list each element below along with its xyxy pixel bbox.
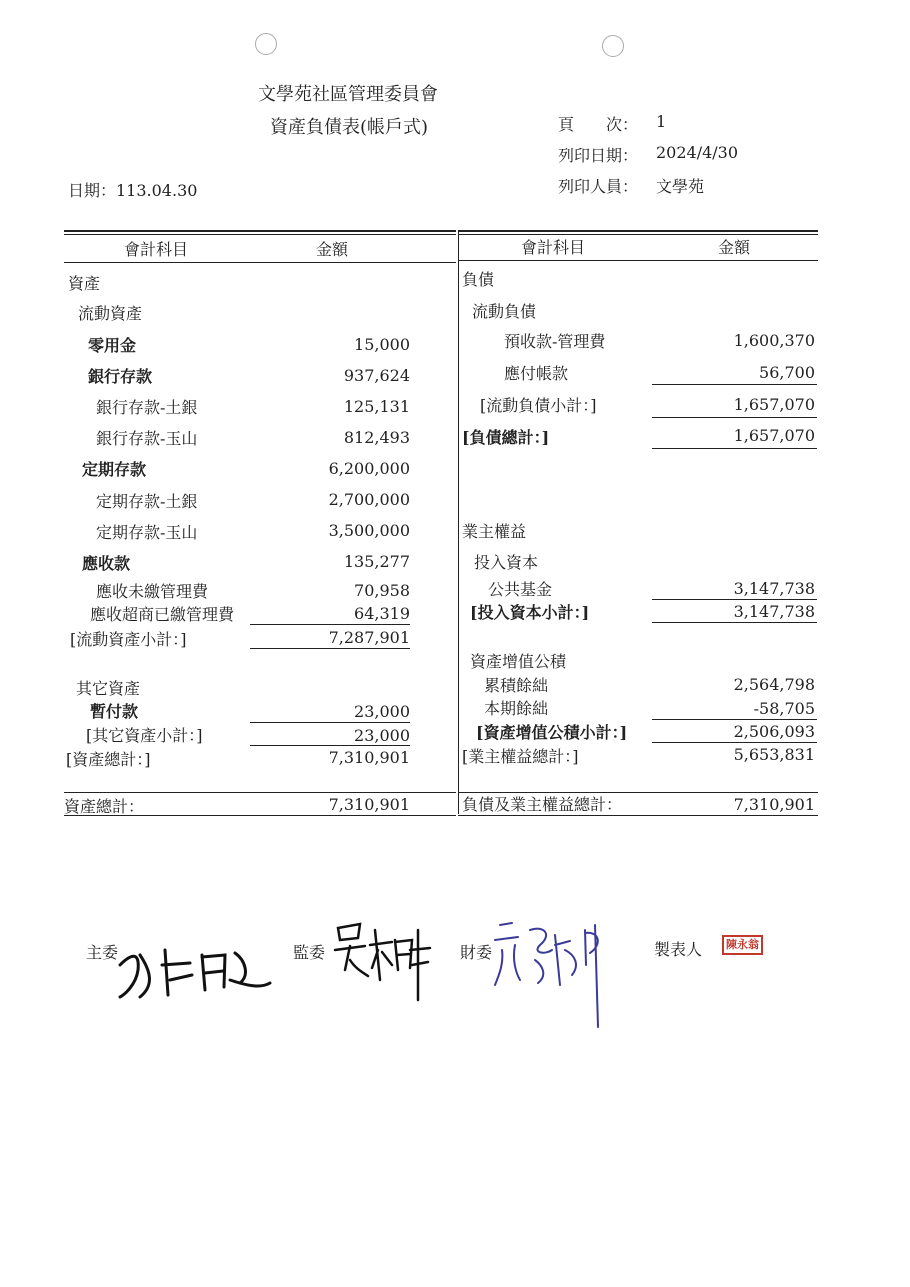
right-row-label: 預收款-管理費	[504, 332, 606, 351]
printer-value: 文學苑	[656, 177, 705, 196]
finance-label: 財委	[460, 943, 493, 962]
right-row-label: 投入資本	[474, 553, 539, 572]
left-row-label: 定期存款	[82, 460, 147, 479]
left-row-amount: 135,277	[343, 552, 410, 571]
org-name: 文學苑社區管理委員會	[258, 84, 438, 105]
header-bottom-rule-left	[64, 262, 456, 263]
totals-top-rule-left	[64, 792, 456, 793]
right-row-amount: -58,705	[753, 699, 815, 718]
right-row-amount: 2,506,093	[733, 722, 815, 741]
right-row-amount: 2,564,798	[733, 675, 815, 694]
left-row-label: 銀行存款-玉山	[96, 429, 198, 448]
subtotal-rule	[652, 384, 817, 385]
right-row-label: [流動負債小計：]	[480, 396, 597, 415]
left-row-amount: 64,319	[354, 604, 410, 623]
left-row-label: 應收款	[82, 554, 131, 573]
totals-bottom-rule-left	[64, 815, 456, 816]
subtotal-rule	[652, 417, 817, 418]
right-row-label: 應付帳款	[504, 364, 569, 383]
subtotal-rule	[652, 448, 817, 449]
subtotal-rule	[652, 599, 817, 600]
right-row-amount: 3,147,738	[733, 579, 815, 598]
right-total-label: 負債及業主權益總計：	[462, 795, 623, 814]
left-row-label: 應收超商已繳管理費	[90, 605, 235, 624]
left-row-amount: 812,493	[343, 428, 410, 447]
left-total-amount: 7,310,901	[328, 795, 410, 814]
supervisor-signature	[330, 910, 440, 1010]
table-divider	[458, 232, 459, 814]
right-row-label: [業主權益總計：]	[462, 747, 579, 766]
left-row-label: 定期存款-玉山	[96, 523, 198, 542]
left-row-amount: 2,700,000	[328, 490, 410, 509]
print-date-value: 2024/4/30	[656, 143, 739, 162]
left-row-amount: 15,000	[354, 335, 410, 354]
left-row-amount: 70,958	[354, 581, 410, 600]
table-top-rule-right-2	[458, 234, 818, 235]
right-total-amount: 7,310,901	[733, 795, 815, 814]
subtotal-rule	[652, 742, 817, 743]
subtotal-rule	[250, 648, 410, 649]
preparer-label: 製表人	[654, 940, 703, 959]
right-row-label: [負債總計：]	[462, 428, 550, 447]
right-row-amount: 3,147,738	[733, 602, 815, 621]
col-left-subject: 會計科目	[124, 240, 189, 259]
left-row-amount: 7,310,901	[328, 748, 410, 767]
col-left-amount: 金額	[316, 240, 349, 259]
printer-label: 列印人員：	[558, 177, 639, 196]
right-row-amount: 1,657,070	[733, 395, 815, 414]
preparer-stamp: 陳永翁	[722, 935, 763, 955]
subtotal-rule	[250, 624, 410, 625]
print-date-label: 列印日期：	[558, 146, 639, 165]
left-row-amount: 3,500,000	[328, 521, 410, 540]
right-row-label: 資產增值公積	[470, 652, 567, 671]
right-row-label: 累積餘絀	[484, 676, 549, 695]
totals-top-rule-right	[458, 792, 818, 793]
left-row-label: [其它資產小計：]	[86, 726, 203, 745]
left-row-amount: 937,624	[343, 366, 410, 385]
left-row-label: [流動資產小計：]	[70, 630, 187, 649]
page-label: 頁 次：	[558, 115, 639, 134]
left-row-label: 其它資產	[76, 679, 141, 698]
right-row-amount: 5,653,831	[733, 745, 815, 764]
left-row-label: 流動資產	[78, 304, 143, 323]
right-row-label: 業主權益	[462, 522, 527, 541]
left-row-label: 定期存款-土銀	[96, 492, 198, 511]
header-bottom-rule-right	[458, 260, 818, 261]
chair-label: 主委	[86, 943, 119, 962]
subtotal-rule	[250, 722, 410, 723]
right-row-label: 本期餘絀	[484, 699, 549, 718]
left-total-label: 資產總計：	[64, 797, 145, 816]
punch-hole-left	[255, 33, 277, 55]
right-row-label: 公共基金	[488, 580, 553, 599]
col-right-amount: 金額	[718, 238, 751, 257]
subtotal-rule	[652, 719, 817, 720]
left-row-label: 銀行存款-土銀	[96, 398, 198, 417]
page-value: 1	[656, 112, 667, 131]
left-row-label: 資產	[68, 274, 101, 293]
right-row-amount: 56,700	[759, 363, 815, 382]
right-row-amount: 1,600,370	[733, 331, 815, 350]
right-row-label: 流動負債	[472, 302, 537, 321]
right-row-label: 負債	[462, 270, 495, 289]
supervisor-label: 監委	[293, 943, 326, 962]
right-row-label: [投入資本小計：]	[470, 603, 590, 622]
left-row-label: 零用金	[88, 336, 137, 355]
table-top-rule-right	[458, 230, 818, 232]
left-row-amount: 7,287,901	[328, 628, 410, 647]
left-row-label: [資產總計：]	[66, 750, 151, 769]
col-right-subject: 會計科目	[521, 238, 586, 257]
chair-signature	[110, 925, 280, 1005]
report-date: 日期：113.04.30	[68, 181, 198, 200]
left-row-amount: 6,200,000	[328, 459, 410, 478]
punch-hole-right	[602, 35, 624, 57]
report-title: 資產負債表(帳戶式)	[270, 117, 429, 138]
right-row-label: [資產增值公積小計：]	[476, 723, 628, 742]
left-row-amount: 23,000	[354, 702, 410, 721]
right-row-amount: 1,657,070	[733, 426, 815, 445]
subtotal-rule	[652, 622, 817, 623]
table-top-rule-left-2	[64, 234, 456, 235]
left-row-amount: 23,000	[354, 726, 410, 745]
table-top-rule-left	[64, 230, 456, 232]
left-row-label: 應收未繳管理費	[96, 582, 209, 601]
left-row-label: 暫付款	[90, 702, 139, 721]
finance-signature	[490, 905, 620, 1030]
left-row-amount: 125,131	[343, 397, 410, 416]
subtotal-rule	[250, 745, 410, 746]
totals-bottom-rule-right	[458, 815, 818, 816]
left-row-label: 銀行存款	[88, 367, 153, 386]
